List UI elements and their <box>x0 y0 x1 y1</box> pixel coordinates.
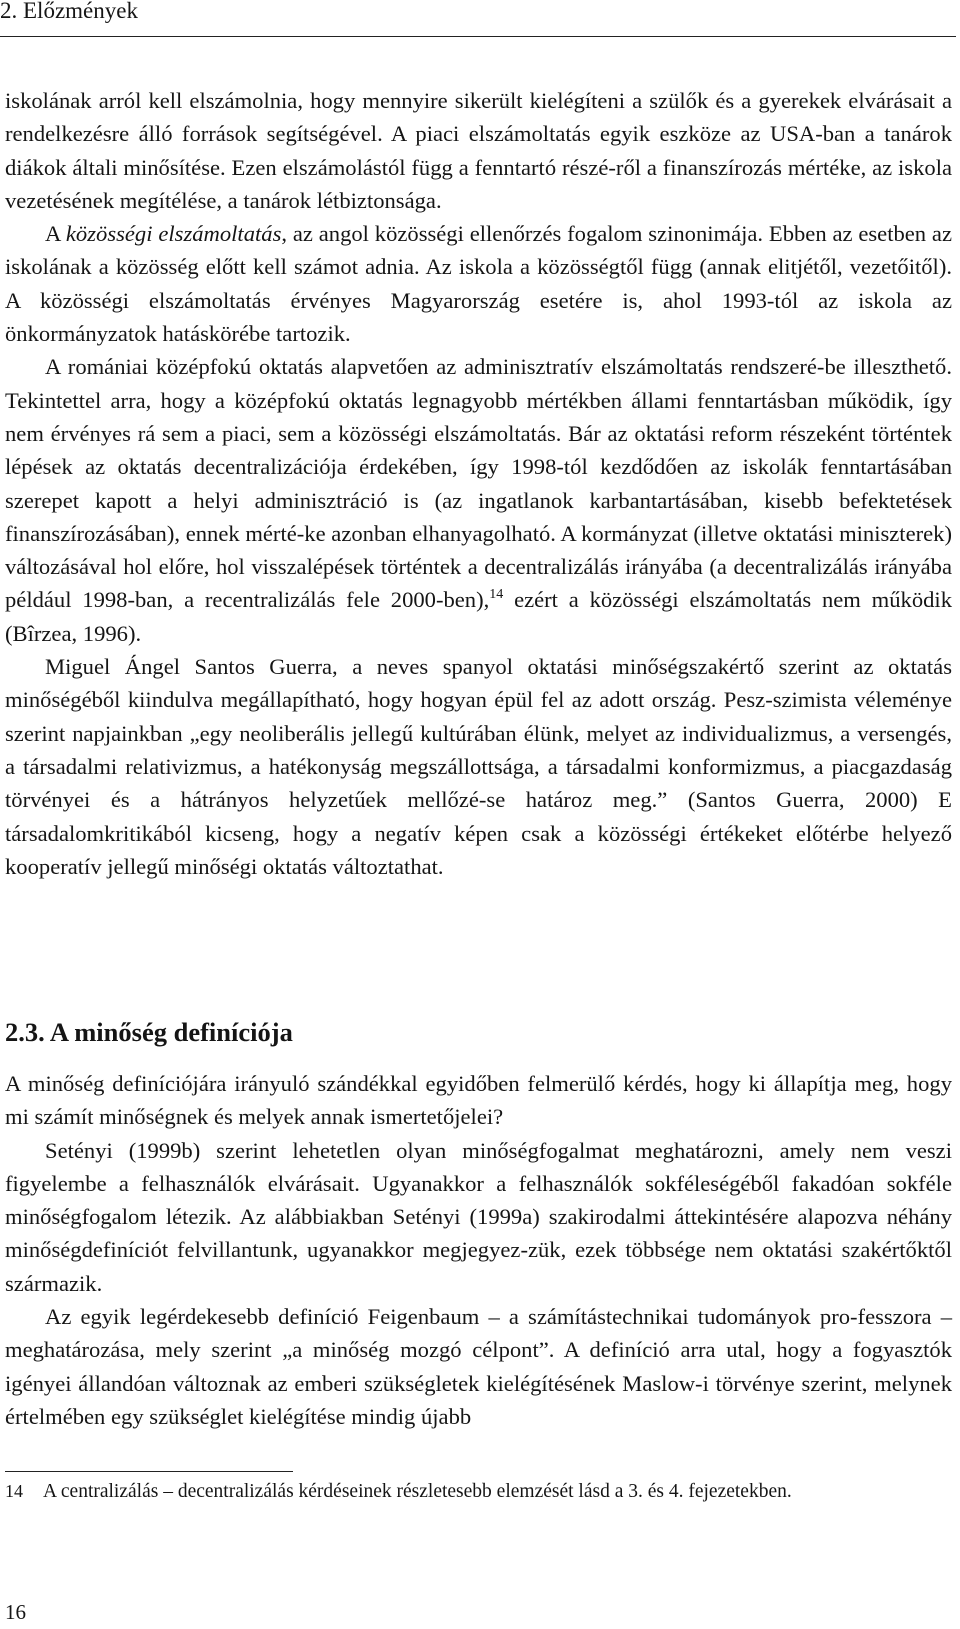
text-run: Miguel Ángel Santos Guerra, a neves spanyol oktatási minőségszakértő szerint az oktatás minőségéből kiindulva megállapítható, hogy hogyan épül fel az adott ország. Pesz-szimista véleménye szerint napjainkban „egy neoliberális jellegű kultúrában élünk, melyet az individualizmus, a versengés, a társadalmi relativizmus, a hatékonyság megszállottsága, a társadalmi konformizmus, a piacgazdaság törvényei és a hátrányos helyzetűek mellőzé-se határoz meg.” (Santos Guerra, 2000) E társadalomkritikából kicseng, hogy a negatív képen csak a közösségi értékeket előtérbe helyező kooperatív jellegű minőségi oktatás változtathat. <box>5 654 952 879</box>
text-run: A minőség definíciójára irányuló szándékkal egyidőben felmerülő kérdés, hogy ki állapítja meg, hogy mi számít minőségnek és melyek annak ismertetőjelei? <box>5 1071 952 1130</box>
paragraph <box>5 1300 952 1433</box>
text-run: Az egyik legérdekesebb definíció Feigenbaum – a számítástechnikai tudományok pro-fesszora – meghatározása, mely szerint „a minőség mozgó célpont”. A definíció arra utal, hogy a fogyasztók igényei állandóan változnak az emberi szükségletek kielégítésének Maslow-i törvénye szerint, melynek értelmében egy szükséglet kielégítése mindig újabb <box>5 1304 952 1429</box>
text-run: , az angol közösségi ellenőrzés fogalom szinonimája. Ebben az esetben az iskolának a közösség előtt kell számot adnia. Az iskola a közösségtől függ (annak elitjétől, vezetőitől). A közösségi elszámoltatás érvényes Magyarország esetére is, ahol 1993-tól az iskola az önkormányzatok hatáskörébe tartozik. <box>5 221 952 347</box>
running-head-title: 2. Előzmények <box>0 0 138 23</box>
text-run: Setényi (1999b) szerint lehetetlen olyan minőségfogalmat meghatározni, amely nem veszi figyelembe a felhasználók elvárásait. Ugyanakkor a felhasználók sokféleségéből fakadóan sokféle minőségfogalom létezik. Az alábbiakban Setényi (1999a) szakirodalmi áttekintésére alapozva néhány minőségdefiníciót felvillantunk, ugyanakkor megjegyez-zük, ezek többsége nem oktatási szakértőktől származik. <box>5 1137 952 1296</box>
paragraph <box>5 650 952 883</box>
page-number: 16 <box>5 1600 26 1624</box>
footnote-ref: 14 <box>489 587 504 603</box>
text-run: ezért a közösségi elszámoltatás nem működik (Bîrzea, 1996). <box>5 587 952 646</box>
section-heading: 2.3. A minőség definíciója <box>5 1017 293 1047</box>
section-body-text <box>5 1067 952 1433</box>
footnote-number: 14 <box>5 1481 23 1501</box>
footnote-divider <box>5 1471 293 1472</box>
paragraph <box>5 1067 952 1134</box>
footnote <box>5 1478 952 1505</box>
paragraph <box>5 1134 952 1300</box>
text-run: iskolának arról kell elszámolnia, hogy mennyire sikerült kielégíteni a szülők és a gyerekek elvárásait a rendelkezésre álló források segítségével. A piaci elszámoltatás egyik eszköze az USA-ban a tanárok diákok általi minősítése. Ezen elszámolástól függ a fenntartó részé-ről a finanszírozás mértéke, az iskola vezetésének megítélése, a tanárok létbiztonsága. <box>5 88 952 213</box>
italic-term: közösségi elszámoltatás <box>65 221 282 247</box>
text-run: A <box>45 221 66 247</box>
paragraph <box>5 350 952 650</box>
running-head <box>0 0 956 37</box>
text-run: A romániai középfokú oktatás alapvetően az adminisztratív elszámoltatás rendszeré-be illeszthető. Tekintettel arra, hogy a középfokú oktatás legnagyobb mértékben állami fenntartásban működik, így nem érvényes rá sem a piaci, sem a közösségi elszámoltatás. Bár az oktatási reform részeként történtek lépések az oktatás decentralizációja érdekében, így 1998-tól kezdődően az iskolák fenntartásában szerepet kapott a helyi adminisztráció is (az ingatlanok karbantartásában, kisebb befektetések finanszírozásában), ennek mérté-ke azonban elhanyagolható. A kormányzat (illetve oktatási miniszterek) változásával hol előre, hol visszalépések történtek a decentralizálás irányába (a decentralizálás irányába például 1998-ban, a recentralizálás fele 2000-ben), <box>5 354 952 613</box>
footnote-text: A centralizálás – decentralizálás kérdéseinek részletesebb elemzését lásd a 3. és 4. fejezetekben. <box>43 1481 792 1502</box>
body-text <box>5 84 952 883</box>
paragraph <box>5 217 952 350</box>
paragraph <box>5 84 952 217</box>
